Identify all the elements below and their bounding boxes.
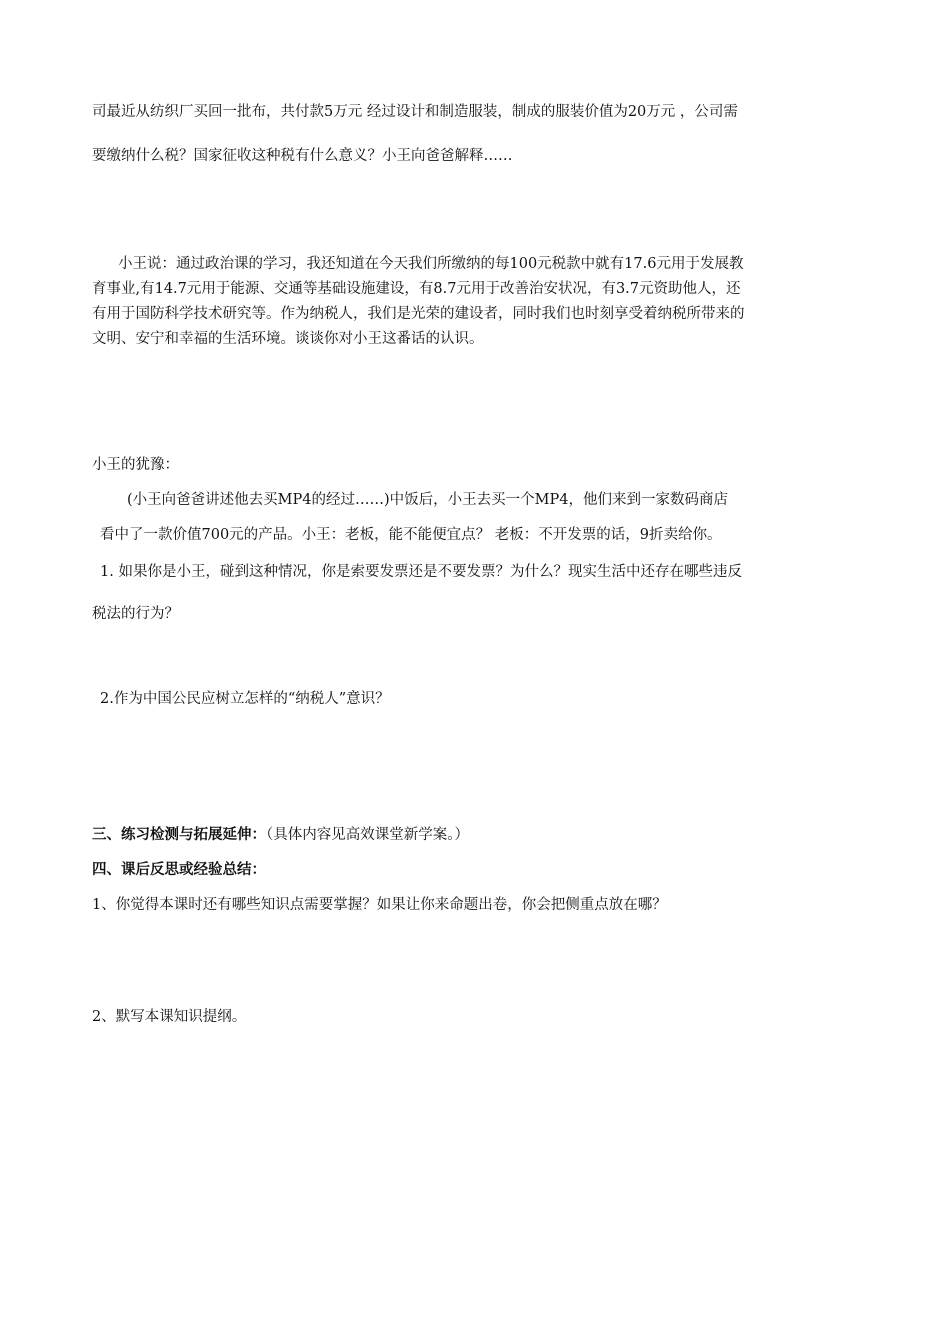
section-4-heading: 四、课后反思或经验总结：: [92, 862, 266, 878]
reflection-item-2: 2、默写本课知识提纲。: [92, 1009, 247, 1025]
section-3-heading: 三、练习检测与拓展延伸：: [92, 827, 266, 843]
section-3-note: （具体内容见高效课堂新学案。）: [266, 827, 469, 843]
xiaowang-said-line-1: 小王说：通过政治课的学习，我还知道在今天我们所缴纳的每100元税款中就有17.6元用于发展教: [118, 256, 744, 272]
xiaowang-said-line-2: 育事业,有14.7元用于能源、交通等基础设施建设，有8.7元用于改善治安状况，有3.7元资助他人，还: [92, 281, 741, 297]
xiaowang-said-line-4: 文明、安宁和幸福的生活环境。谈谈你对小王这番话的认识。: [92, 331, 484, 347]
hesitation-story-line-1: (小王向爸爸讲述他去买MP4的经过……)中饭后，小王去买一个MP4，他们来到一家数码商店: [127, 492, 728, 508]
reflection-item-1: 1、你觉得本课时还有哪些知识点需要掌握？如果让你来命题出卷，你会把侧重点放在哪？: [92, 897, 667, 913]
intro-line-2: 要缴纳什么税？国家征收这种税有什么意义？小王向爸爸解释……: [92, 148, 513, 164]
hesitation-heading: 小王的犹豫：: [92, 457, 179, 473]
xiaowang-said-line-3: 有用于国防科学技术研究等。作为纳税人，我们是光荣的建设者，同时我们也时刻享受着纳税所带来的: [92, 306, 745, 322]
question-2: 2.作为中国公民应树立怎样的“纳税人”意识？: [100, 691, 390, 707]
intro-line-1: 司最近从纺织厂买回一批布，共付款5万元 经过设计和制造服装，制成的服装价值为20万元 ，公司需: [92, 104, 738, 120]
question-1-line-1: 1. 如果你是小王，碰到这种情况，你是索要发票还是不要发票？为什么？现实生活中还存在哪些违反: [100, 564, 742, 580]
hesitation-story-line-2: 看中了一款价值700元的产品。小王：老板，能不能便宜点？ 老板：不开发票的话，9折卖给你。: [100, 527, 722, 543]
question-1-line-2: 税法的行为？: [92, 606, 179, 622]
